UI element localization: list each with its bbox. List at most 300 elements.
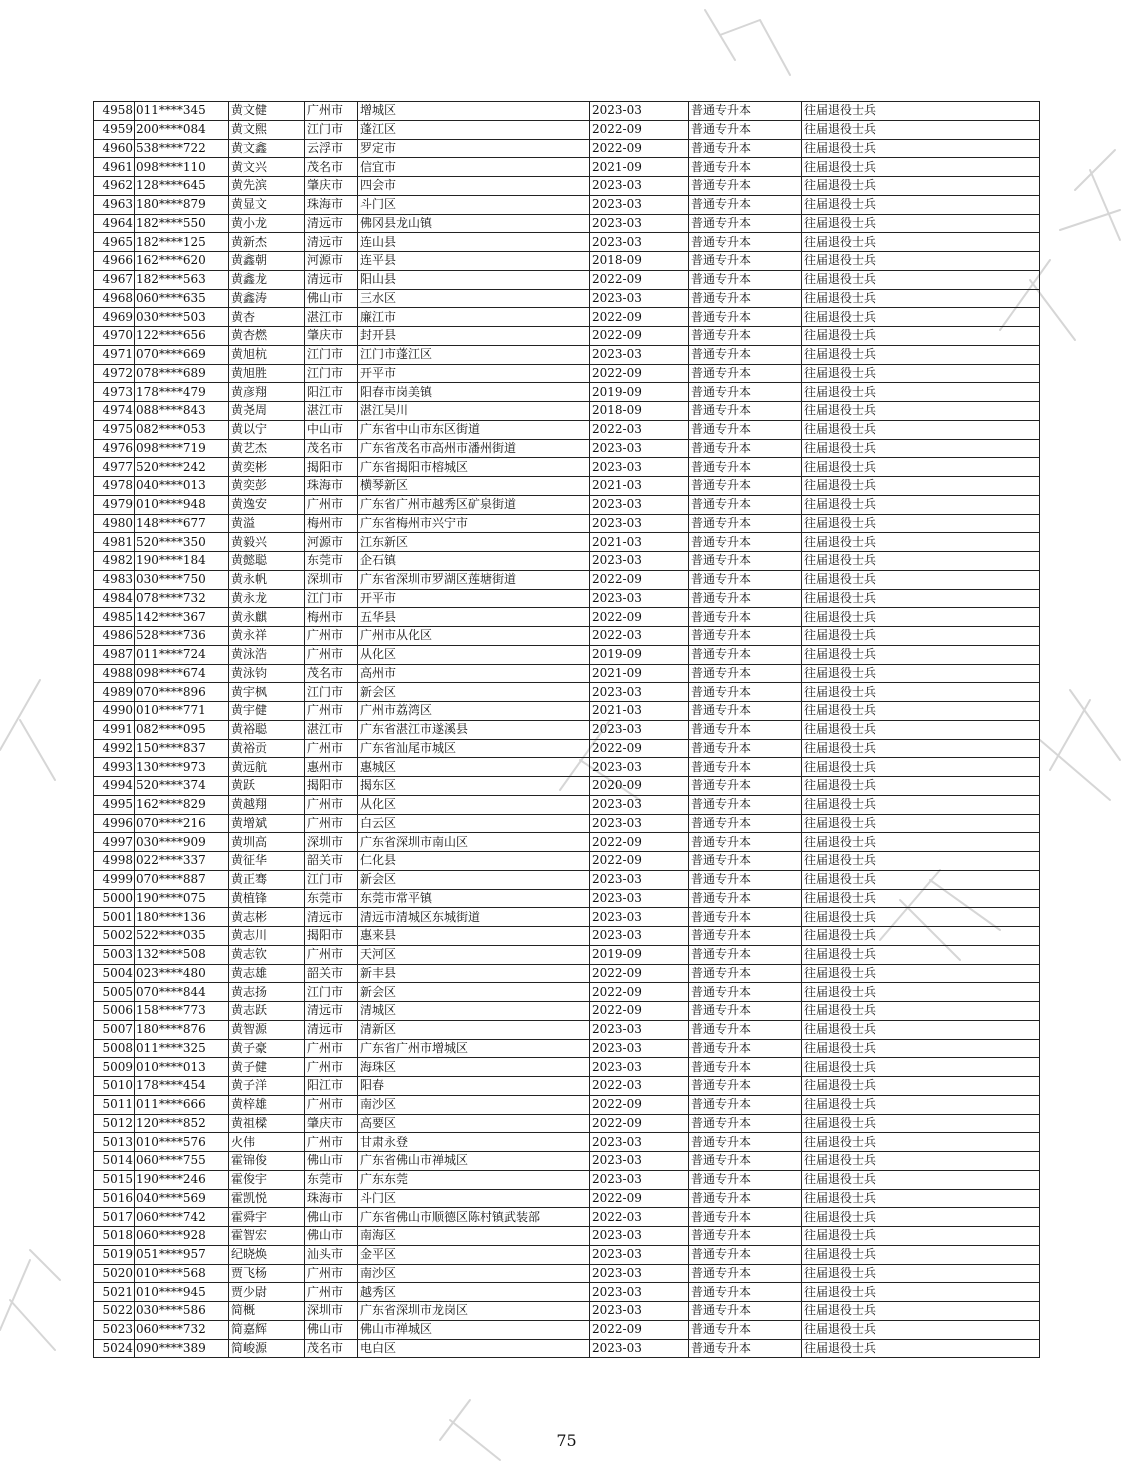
city-cell: 深圳市 xyxy=(305,570,358,589)
city-cell: 江门市 xyxy=(305,983,358,1002)
name-cell: 黄植锋 xyxy=(229,889,305,908)
exam-type-cell: 普通专升本 xyxy=(689,1245,802,1264)
exam-type-cell: 普通专升本 xyxy=(689,702,802,721)
category-cell: 往届退役士兵 xyxy=(802,1133,1040,1152)
name-cell: 黄子豪 xyxy=(229,1039,305,1058)
table-row xyxy=(94,252,1040,271)
serial-cell: 4984 xyxy=(94,589,135,608)
city-cell: 茂名市 xyxy=(305,664,358,683)
id-cell: 030****503 xyxy=(135,308,229,327)
exam-type-cell: 普通专升本 xyxy=(689,1058,802,1077)
table-row xyxy=(94,1302,1040,1321)
date-cell: 2022-09 xyxy=(590,1095,689,1114)
table-row xyxy=(94,908,1040,927)
date-cell: 2023-03 xyxy=(590,589,689,608)
date-cell: 2023-03 xyxy=(590,1020,689,1039)
id-cell: 148****677 xyxy=(135,514,229,533)
city-cell: 广州市 xyxy=(305,1283,358,1302)
serial-cell: 4987 xyxy=(94,645,135,664)
address-cell: 广东省佛山市禅城区 xyxy=(358,1152,590,1171)
id-cell: 070****896 xyxy=(135,683,229,702)
name-cell: 黄旭胜 xyxy=(229,364,305,383)
id-cell: 010****771 xyxy=(135,702,229,721)
serial-cell: 5009 xyxy=(94,1058,135,1077)
id-cell: 150****837 xyxy=(135,739,229,758)
serial-cell: 5005 xyxy=(94,983,135,1002)
serial-cell: 4976 xyxy=(94,439,135,458)
table-row xyxy=(94,777,1040,796)
id-cell: 120****852 xyxy=(135,1114,229,1133)
exam-type-cell: 普通专升本 xyxy=(689,589,802,608)
table-row xyxy=(94,308,1040,327)
name-cell: 霍锦俊 xyxy=(229,1152,305,1171)
id-cell: 538****722 xyxy=(135,139,229,158)
exam-type-cell: 普通专升本 xyxy=(689,364,802,383)
serial-cell: 4975 xyxy=(94,420,135,439)
date-cell: 2022-09 xyxy=(590,739,689,758)
date-cell: 2023-03 xyxy=(590,1264,689,1283)
name-cell: 简嘉辉 xyxy=(229,1320,305,1339)
city-cell: 广州市 xyxy=(305,814,358,833)
exam-type-cell: 普通专升本 xyxy=(689,477,802,496)
serial-cell: 4995 xyxy=(94,795,135,814)
address-cell: 越秀区 xyxy=(358,1283,590,1302)
category-cell: 往届退役士兵 xyxy=(802,1152,1040,1171)
city-cell: 东莞市 xyxy=(305,889,358,908)
address-cell: 开平市 xyxy=(358,364,590,383)
name-cell: 黄鑫涛 xyxy=(229,289,305,308)
address-cell: 斗门区 xyxy=(358,195,590,214)
category-cell: 往届退役士兵 xyxy=(802,1208,1040,1227)
id-cell: 011****345 xyxy=(135,102,229,121)
table-row xyxy=(94,589,1040,608)
id-cell: 060****635 xyxy=(135,289,229,308)
name-cell: 黄小龙 xyxy=(229,214,305,233)
name-cell: 黄奕彬 xyxy=(229,458,305,477)
address-cell: 广东省梅州市兴宁市 xyxy=(358,514,590,533)
name-cell: 黄正骞 xyxy=(229,870,305,889)
date-cell: 2018-09 xyxy=(590,252,689,271)
name-cell: 黄志彬 xyxy=(229,908,305,927)
exam-type-cell: 普通专升本 xyxy=(689,1302,802,1321)
category-cell: 往届退役士兵 xyxy=(802,1283,1040,1302)
city-cell: 清远市 xyxy=(305,1002,358,1021)
city-cell: 清远市 xyxy=(305,1020,358,1039)
city-cell: 肇庆市 xyxy=(305,327,358,346)
city-cell: 佛山市 xyxy=(305,289,358,308)
city-cell: 广州市 xyxy=(305,1058,358,1077)
serial-cell: 4979 xyxy=(94,495,135,514)
id-cell: 162****620 xyxy=(135,252,229,271)
date-cell: 2020-09 xyxy=(590,777,689,796)
table-row xyxy=(94,814,1040,833)
date-cell: 2023-03 xyxy=(590,289,689,308)
serial-cell: 4985 xyxy=(94,608,135,627)
name-cell: 黄志跃 xyxy=(229,1002,305,1021)
name-cell: 霍俊宇 xyxy=(229,1170,305,1189)
id-cell: 190****184 xyxy=(135,552,229,571)
city-cell: 广州市 xyxy=(305,702,358,721)
serial-cell: 4994 xyxy=(94,777,135,796)
city-cell: 广州市 xyxy=(305,1095,358,1114)
name-cell: 黄先滨 xyxy=(229,177,305,196)
name-cell: 黄志钦 xyxy=(229,945,305,964)
table-row xyxy=(94,402,1040,421)
category-cell: 往届退役士兵 xyxy=(802,1245,1040,1264)
table-row xyxy=(94,214,1040,233)
date-cell: 2022-09 xyxy=(590,364,689,383)
serial-cell: 4969 xyxy=(94,308,135,327)
category-cell: 往届退役士兵 xyxy=(802,214,1040,233)
serial-cell: 4999 xyxy=(94,870,135,889)
id-cell: 010****568 xyxy=(135,1264,229,1283)
serial-cell: 4988 xyxy=(94,664,135,683)
exam-type-cell: 普通专升本 xyxy=(689,1114,802,1133)
date-cell: 2023-03 xyxy=(590,1283,689,1302)
category-cell: 往届退役士兵 xyxy=(802,1002,1040,1021)
id-cell: 010****948 xyxy=(135,495,229,514)
category-cell: 往届退役士兵 xyxy=(802,477,1040,496)
serial-cell: 4958 xyxy=(94,102,135,121)
category-cell: 往届退役士兵 xyxy=(802,327,1040,346)
name-cell: 黄宇枫 xyxy=(229,683,305,702)
category-cell: 往届退役士兵 xyxy=(802,945,1040,964)
table-row xyxy=(94,458,1040,477)
category-cell: 往届退役士兵 xyxy=(802,608,1040,627)
table-row xyxy=(94,570,1040,589)
table-row xyxy=(94,1114,1040,1133)
table-row xyxy=(94,739,1040,758)
city-cell: 江门市 xyxy=(305,589,358,608)
id-cell: 158****773 xyxy=(135,1002,229,1021)
date-cell: 2022-09 xyxy=(590,608,689,627)
exam-type-cell: 普通专升本 xyxy=(689,1339,802,1358)
serial-cell: 4960 xyxy=(94,139,135,158)
exam-type-cell: 普通专升本 xyxy=(689,1320,802,1339)
address-cell: 清远市清城区东城街道 xyxy=(358,908,590,927)
id-cell: 011****724 xyxy=(135,645,229,664)
serial-cell: 4998 xyxy=(94,852,135,871)
category-cell: 往届退役士兵 xyxy=(802,777,1040,796)
city-cell: 韶关市 xyxy=(305,964,358,983)
table-row xyxy=(94,327,1040,346)
exam-type-cell: 普通专升本 xyxy=(689,552,802,571)
id-cell: 098****719 xyxy=(135,439,229,458)
exam-type-cell: 普通专升本 xyxy=(689,608,802,627)
table-row xyxy=(94,514,1040,533)
name-cell: 黄裕聪 xyxy=(229,720,305,739)
table-row xyxy=(94,1058,1040,1077)
exam-type-cell: 普通专升本 xyxy=(689,495,802,514)
id-cell: 190****075 xyxy=(135,889,229,908)
exam-type-cell: 普通专升本 xyxy=(689,158,802,177)
date-cell: 2022-09 xyxy=(590,270,689,289)
serial-cell: 4996 xyxy=(94,814,135,833)
table-row xyxy=(94,1339,1040,1358)
category-cell: 往届退役士兵 xyxy=(802,345,1040,364)
address-cell: 四会市 xyxy=(358,177,590,196)
exam-type-cell: 普通专升本 xyxy=(689,420,802,439)
date-cell: 2023-03 xyxy=(590,1039,689,1058)
address-cell: 三水区 xyxy=(358,289,590,308)
address-cell: 清城区 xyxy=(358,1002,590,1021)
serial-cell: 4974 xyxy=(94,402,135,421)
address-cell: 信宜市 xyxy=(358,158,590,177)
exam-type-cell: 普通专升本 xyxy=(689,327,802,346)
date-cell: 2022-03 xyxy=(590,1208,689,1227)
exam-type-cell: 普通专升本 xyxy=(689,402,802,421)
id-cell: 060****732 xyxy=(135,1320,229,1339)
table-row xyxy=(94,1002,1040,1021)
city-cell: 江门市 xyxy=(305,364,358,383)
id-cell: 162****829 xyxy=(135,795,229,814)
serial-cell: 4965 xyxy=(94,233,135,252)
serial-cell: 5020 xyxy=(94,1264,135,1283)
serial-cell: 5006 xyxy=(94,1002,135,1021)
id-cell: 070****216 xyxy=(135,814,229,833)
city-cell: 湛江市 xyxy=(305,720,358,739)
city-cell: 韶关市 xyxy=(305,852,358,871)
id-cell: 060****928 xyxy=(135,1227,229,1246)
id-cell: 190****246 xyxy=(135,1170,229,1189)
serial-cell: 4997 xyxy=(94,833,135,852)
category-cell: 往届退役士兵 xyxy=(802,1020,1040,1039)
name-cell: 黄越翔 xyxy=(229,795,305,814)
address-cell: 阳春市岗美镇 xyxy=(358,383,590,402)
name-cell: 黄文鑫 xyxy=(229,139,305,158)
address-cell: 揭东区 xyxy=(358,777,590,796)
exam-type-cell: 普通专升本 xyxy=(689,289,802,308)
name-cell: 黄圳高 xyxy=(229,833,305,852)
city-cell: 广州市 xyxy=(305,945,358,964)
city-cell: 广州市 xyxy=(305,739,358,758)
id-cell: 023****480 xyxy=(135,964,229,983)
date-cell: 2021-09 xyxy=(590,158,689,177)
date-cell: 2023-03 xyxy=(590,177,689,196)
name-cell: 黄懿聪 xyxy=(229,552,305,571)
category-cell: 往届退役士兵 xyxy=(802,552,1040,571)
date-cell: 2022-09 xyxy=(590,570,689,589)
serial-cell: 5021 xyxy=(94,1283,135,1302)
category-cell: 往届退役士兵 xyxy=(802,1320,1040,1339)
table-row xyxy=(94,664,1040,683)
date-cell: 2023-03 xyxy=(590,814,689,833)
address-cell: 南沙区 xyxy=(358,1264,590,1283)
date-cell: 2021-03 xyxy=(590,477,689,496)
id-cell: 178****454 xyxy=(135,1077,229,1096)
city-cell: 佛山市 xyxy=(305,1227,358,1246)
category-cell: 往届退役士兵 xyxy=(802,177,1040,196)
table-row xyxy=(94,289,1040,308)
date-cell: 2021-03 xyxy=(590,533,689,552)
id-cell: 122****656 xyxy=(135,327,229,346)
table-row xyxy=(94,383,1040,402)
address-cell: 仁化县 xyxy=(358,852,590,871)
city-cell: 深圳市 xyxy=(305,1302,358,1321)
name-cell: 黄文健 xyxy=(229,102,305,121)
date-cell: 2023-03 xyxy=(590,1152,689,1171)
id-cell: 060****755 xyxy=(135,1152,229,1171)
category-cell: 往届退役士兵 xyxy=(802,158,1040,177)
exam-type-cell: 普通专升本 xyxy=(689,1283,802,1302)
serial-cell: 4964 xyxy=(94,214,135,233)
address-cell: 广东省汕尾市城区 xyxy=(358,739,590,758)
address-cell: 广东省深圳市罗湖区莲塘街道 xyxy=(358,570,590,589)
date-cell: 2023-03 xyxy=(590,1170,689,1189)
roster-body xyxy=(94,102,1040,1358)
date-cell: 2023-03 xyxy=(590,908,689,927)
id-cell: 182****125 xyxy=(135,233,229,252)
table-row xyxy=(94,102,1040,121)
address-cell: 新会区 xyxy=(358,683,590,702)
date-cell: 2023-03 xyxy=(590,439,689,458)
address-cell: 广东东莞 xyxy=(358,1170,590,1189)
id-cell: 128****645 xyxy=(135,177,229,196)
name-cell: 黄跃 xyxy=(229,777,305,796)
id-cell: 070****887 xyxy=(135,870,229,889)
category-cell: 往届退役士兵 xyxy=(802,420,1040,439)
city-cell: 珠海市 xyxy=(305,477,358,496)
serial-cell: 5023 xyxy=(94,1320,135,1339)
date-cell: 2023-03 xyxy=(590,870,689,889)
name-cell: 黄旭杭 xyxy=(229,345,305,364)
city-cell: 江门市 xyxy=(305,120,358,139)
category-cell: 往届退役士兵 xyxy=(802,1077,1040,1096)
table-row xyxy=(94,439,1040,458)
address-cell: 封开县 xyxy=(358,327,590,346)
table-row xyxy=(94,1152,1040,1171)
name-cell: 黄以宁 xyxy=(229,420,305,439)
exam-type-cell: 普通专升本 xyxy=(689,1077,802,1096)
id-cell: 040****569 xyxy=(135,1189,229,1208)
city-cell: 广州市 xyxy=(305,1039,358,1058)
city-cell: 茂名市 xyxy=(305,1339,358,1358)
table-row xyxy=(94,270,1040,289)
name-cell: 霍舜宇 xyxy=(229,1208,305,1227)
name-cell: 黄新杰 xyxy=(229,233,305,252)
date-cell: 2023-03 xyxy=(590,1302,689,1321)
address-cell: 企石镇 xyxy=(358,552,590,571)
address-cell: 广东省佛山市顺德区陈村镇武装部 xyxy=(358,1208,590,1227)
name-cell: 霍智宏 xyxy=(229,1227,305,1246)
date-cell: 2023-03 xyxy=(590,214,689,233)
table-row xyxy=(94,195,1040,214)
table-row xyxy=(94,1227,1040,1246)
address-cell: 斗门区 xyxy=(358,1189,590,1208)
table-row xyxy=(94,833,1040,852)
address-cell: 惠来县 xyxy=(358,927,590,946)
category-cell: 往届退役士兵 xyxy=(802,458,1040,477)
city-cell: 广州市 xyxy=(305,1133,358,1152)
date-cell: 2022-09 xyxy=(590,327,689,346)
name-cell: 黄逸安 xyxy=(229,495,305,514)
category-cell: 往届退役士兵 xyxy=(802,233,1040,252)
serial-cell: 5010 xyxy=(94,1077,135,1096)
exam-type-cell: 普通专升本 xyxy=(689,233,802,252)
exam-type-cell: 普通专升本 xyxy=(689,983,802,1002)
name-cell: 简峻源 xyxy=(229,1339,305,1358)
table-row xyxy=(94,552,1040,571)
name-cell: 黄永龙 xyxy=(229,589,305,608)
category-cell: 往届退役士兵 xyxy=(802,270,1040,289)
city-cell: 清远市 xyxy=(305,214,358,233)
serial-cell: 4982 xyxy=(94,552,135,571)
id-cell: 090****389 xyxy=(135,1339,229,1358)
serial-cell: 4973 xyxy=(94,383,135,402)
name-cell: 黄征华 xyxy=(229,852,305,871)
serial-cell: 4993 xyxy=(94,758,135,777)
name-cell: 黄文兴 xyxy=(229,158,305,177)
table-row xyxy=(94,233,1040,252)
address-cell: 惠城区 xyxy=(358,758,590,777)
table-row xyxy=(94,608,1040,627)
category-cell: 往届退役士兵 xyxy=(802,645,1040,664)
address-cell: 东莞市常平镇 xyxy=(358,889,590,908)
table-row xyxy=(94,1133,1040,1152)
name-cell: 黄溢 xyxy=(229,514,305,533)
date-cell: 2022-09 xyxy=(590,139,689,158)
date-cell: 2022-09 xyxy=(590,1002,689,1021)
category-cell: 往届退役士兵 xyxy=(802,702,1040,721)
date-cell: 2023-03 xyxy=(590,345,689,364)
exam-type-cell: 普通专升本 xyxy=(689,1170,802,1189)
date-cell: 2022-09 xyxy=(590,308,689,327)
roster-table xyxy=(93,101,1040,1358)
city-cell: 茂名市 xyxy=(305,439,358,458)
city-cell: 深圳市 xyxy=(305,833,358,852)
city-cell: 佛山市 xyxy=(305,1208,358,1227)
city-cell: 湛江市 xyxy=(305,402,358,421)
address-cell: 横琴新区 xyxy=(358,477,590,496)
serial-cell: 5002 xyxy=(94,927,135,946)
name-cell: 黄泳钧 xyxy=(229,664,305,683)
serial-cell: 5001 xyxy=(94,908,135,927)
exam-type-cell: 普通专升本 xyxy=(689,570,802,589)
id-cell: 078****689 xyxy=(135,364,229,383)
exam-type-cell: 普通专升本 xyxy=(689,514,802,533)
category-cell: 往届退役士兵 xyxy=(802,289,1040,308)
exam-type-cell: 普通专升本 xyxy=(689,177,802,196)
city-cell: 揭阳市 xyxy=(305,927,358,946)
date-cell: 2023-03 xyxy=(590,552,689,571)
id-cell: 142****367 xyxy=(135,608,229,627)
category-cell: 往届退役士兵 xyxy=(802,364,1040,383)
date-cell: 2023-03 xyxy=(590,927,689,946)
serial-cell: 4963 xyxy=(94,195,135,214)
address-cell: 广东省茂名市高州市潘州街道 xyxy=(358,439,590,458)
exam-type-cell: 普通专升本 xyxy=(689,814,802,833)
city-cell: 茂名市 xyxy=(305,158,358,177)
date-cell: 2021-03 xyxy=(590,702,689,721)
id-cell: 180****876 xyxy=(135,1020,229,1039)
category-cell: 往届退役士兵 xyxy=(802,908,1040,927)
date-cell: 2023-03 xyxy=(590,495,689,514)
exam-type-cell: 普通专升本 xyxy=(689,270,802,289)
date-cell: 2023-03 xyxy=(590,889,689,908)
date-cell: 2022-09 xyxy=(590,852,689,871)
serial-cell: 4977 xyxy=(94,458,135,477)
address-cell: 广州市从化区 xyxy=(358,627,590,646)
serial-cell: 5007 xyxy=(94,1020,135,1039)
name-cell: 火伟 xyxy=(229,1133,305,1152)
name-cell: 黄远航 xyxy=(229,758,305,777)
exam-type-cell: 普通专升本 xyxy=(689,308,802,327)
address-cell: 天河区 xyxy=(358,945,590,964)
name-cell: 黄永祥 xyxy=(229,627,305,646)
name-cell: 黄奕彭 xyxy=(229,477,305,496)
exam-type-cell: 普通专升本 xyxy=(689,1039,802,1058)
exam-type-cell: 普通专升本 xyxy=(689,627,802,646)
